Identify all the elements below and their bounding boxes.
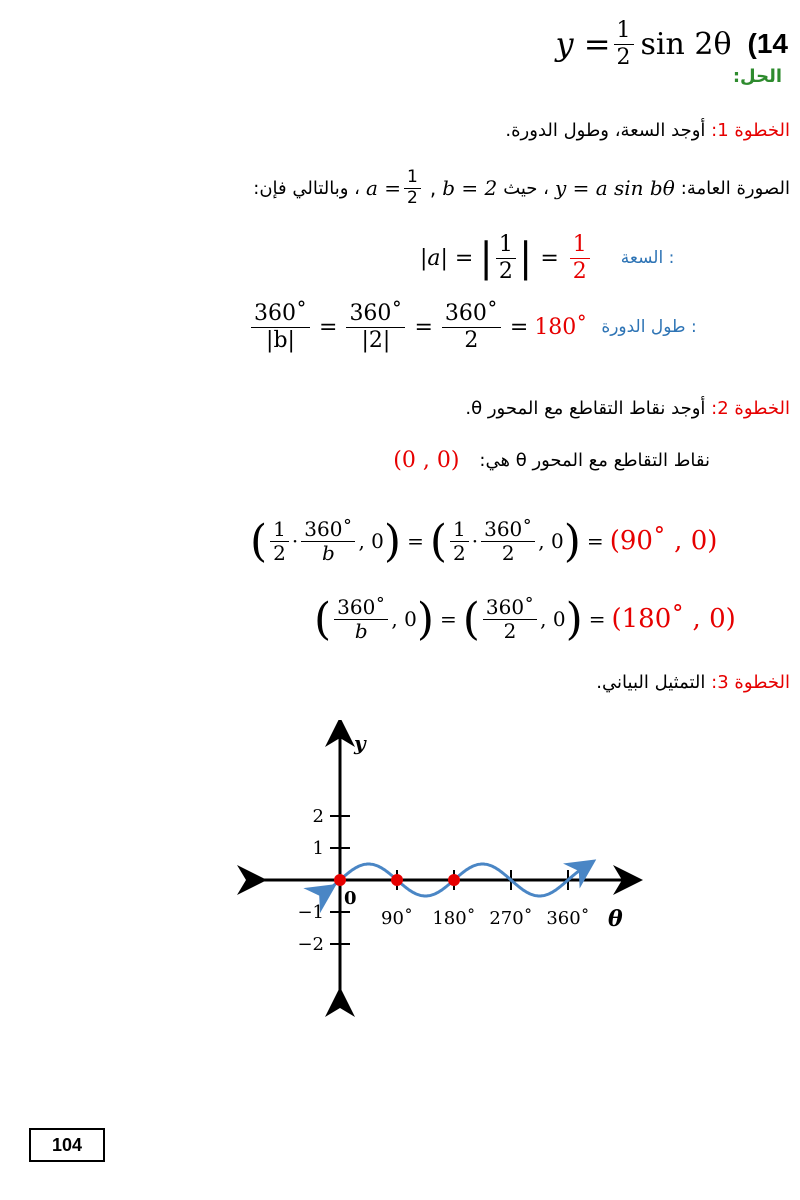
where-text: ، حيث (503, 177, 549, 199)
y-tick-label: 2 (312, 806, 324, 827)
y-axis-label: y (354, 731, 366, 755)
consequently-text: ، وبالتالي فإن: (253, 177, 360, 199)
x-axis-label: θ (608, 906, 623, 932)
amplitude-line: |a| = | $\frac{1}{2}$ | = $\frac{1}{2}$ السعة : (420, 232, 675, 284)
step1-text: أوجد السعة، وطول الدورة. (505, 120, 706, 141)
general-form: y = a sin bθ (554, 176, 675, 201)
intercept-calc-2: ( $\frac{360˚}{b}$ , 0 ) = ( $\frac{360˚}{2}$ , 0 ) = (180˚ , 0) (314, 593, 736, 645)
step2-text: أوجد نقاط التقاطع مع المحور θ. (465, 398, 706, 419)
general-form-line: الصورة العامة: y = a sin bθ ، حيث b = 2 , a = $\frac{1}{2}$ ، وبالتالي فإن: (253, 167, 790, 208)
period-label: طول الدورة : (601, 317, 697, 337)
period-result: 180˚ (534, 314, 588, 340)
sine-graph (230, 720, 650, 1020)
step2-label: الخطوة 2: (711, 398, 790, 419)
equation-rhs: sin 2θ (640, 26, 732, 62)
x-tick-label: 270˚ (489, 908, 533, 929)
intercept-result-90: (90˚ , 0) (609, 526, 718, 556)
problem-header (555, 18, 788, 70)
y-tick-label: −1 (297, 902, 324, 923)
labels-layer (297, 731, 623, 955)
y-tick-label: 1 (312, 838, 324, 859)
intercept-point (448, 874, 460, 886)
intercepts-label: نقاط التقاطع مع المحور θ هي: (479, 450, 710, 471)
intercept-point (391, 874, 403, 886)
amplitude-label: السعة : (620, 248, 675, 268)
axes (252, 732, 628, 1002)
step3-line (596, 672, 790, 693)
step3-text: التمثيل البياني. (596, 672, 706, 693)
solution-label: الحل: (732, 66, 782, 87)
amplitude-expr: |a| = (420, 245, 474, 271)
a-value: a = $\frac{1}{2}$ (366, 168, 424, 208)
intercept-result-180: (180˚ , 0) (611, 604, 736, 634)
intercept-point (334, 874, 346, 886)
amplitude-result: $\frac{1}{2}$ (570, 232, 590, 284)
step3-label: الخطوة 3: (711, 672, 790, 693)
equation-lhs: y = (555, 25, 611, 63)
problem-number: (14 (747, 28, 788, 59)
intercepts-line (393, 448, 710, 473)
step2-line (465, 398, 790, 419)
step1-line (505, 120, 790, 141)
period-line: $\frac{360˚}{|b|}$ = $\frac{360˚}{|2|}$ = $\frac{360˚}{2}$ = 180˚ طول الدورة : (248, 292, 697, 362)
page-number: 104 (29, 1128, 105, 1162)
b-value: b = 2 (442, 176, 498, 201)
intercept-origin: (0 , 0) (393, 448, 460, 473)
origin-label: 0 (344, 888, 357, 909)
equation-fraction: $\frac{1}{2}$ (614, 18, 634, 70)
x-tick-label: 90˚ (381, 908, 413, 929)
x-tick-label: 360˚ (546, 908, 590, 929)
general-form-label: الصورة العامة: (680, 177, 790, 199)
x-tick-label: 180˚ (432, 908, 476, 929)
y-tick-label: −2 (297, 934, 324, 955)
intercept-calc-1: ( $\frac{1}{2}$ · $\frac{360˚}{b}$ , 0 ) = ( $\frac{1}{2}$ · $\frac{360˚}{2}$ , 0 ) = (90˚ , 0) (250, 515, 718, 567)
step1-label: الخطوة 1: (711, 120, 790, 141)
